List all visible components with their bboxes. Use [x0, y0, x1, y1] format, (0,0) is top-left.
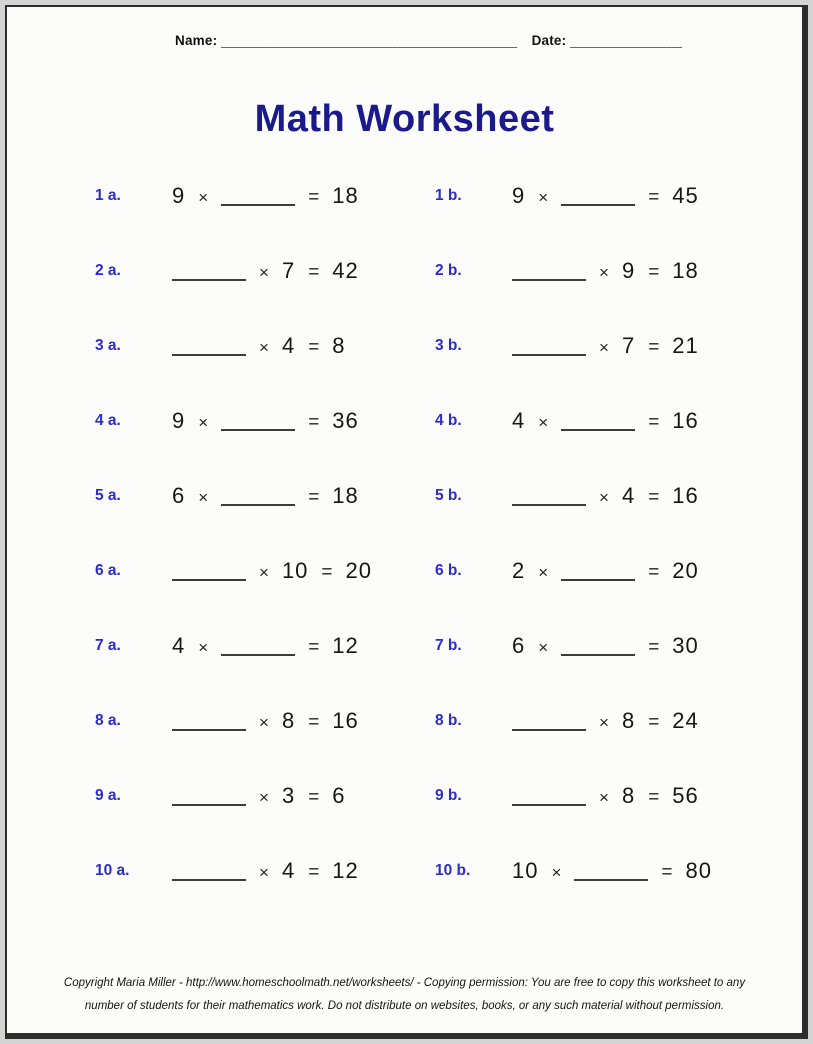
equals-sign: =: [648, 711, 660, 733]
factor-2: 7: [281, 257, 296, 283]
problem: [95, 233, 435, 308]
product: 42: [332, 257, 359, 283]
problem: [435, 608, 775, 683]
product: 16: [672, 482, 699, 508]
answer-blank: [172, 354, 246, 356]
problem-expression: [512, 483, 699, 509]
problem-number: 9 b.: [435, 786, 462, 804]
problem-number: 4 a.: [95, 411, 121, 429]
product: 18: [672, 257, 699, 283]
problem: [435, 233, 775, 308]
problem-expression: [512, 858, 712, 884]
factor-1: 9: [172, 182, 186, 208]
multiplication-sign: ×: [259, 562, 269, 582]
factor-1: 9: [172, 407, 186, 433]
product: 6: [332, 782, 346, 808]
copyright-line-1: Copyright Maria Miller - http://www.homeschoolmath.net/worksheets/ - Copying permission: You are free to copy this worksheet to any: [63, 977, 746, 990]
product: 18: [332, 182, 359, 208]
product: 24: [672, 707, 699, 733]
problem-number: 5 a.: [95, 486, 121, 504]
problem: [435, 158, 775, 233]
product: 80: [685, 857, 713, 883]
problem: [95, 158, 435, 233]
problem: [435, 833, 775, 908]
problem: [95, 833, 435, 908]
problem-expression: [172, 783, 346, 809]
answer-blank: [221, 654, 295, 656]
name-label: Name:: [175, 33, 218, 48]
multiplication-sign: ×: [259, 862, 269, 882]
product: 21: [672, 332, 699, 358]
product: 8: [332, 332, 346, 358]
multiplication-sign: ×: [599, 487, 609, 507]
answer-blank: [561, 429, 635, 431]
factor-1: 6: [172, 482, 186, 508]
problem: [95, 383, 435, 458]
product: 56: [672, 782, 699, 808]
problem-number: 7 b.: [435, 636, 462, 654]
date-label: Date:: [531, 33, 567, 48]
factor-2: 9: [621, 257, 636, 283]
product: 45: [672, 182, 699, 208]
answer-blank: [221, 204, 295, 206]
problem: [435, 308, 775, 383]
factor-2: 8: [621, 782, 636, 808]
factor-1: 4: [512, 407, 526, 433]
problem: [95, 758, 435, 833]
factor-1: 6: [512, 632, 526, 658]
multiplication-sign: ×: [259, 262, 269, 282]
problem-expression: [512, 558, 699, 584]
answer-blank: [512, 804, 586, 806]
problem-expression: [172, 333, 346, 359]
factor-2: 4: [281, 857, 296, 883]
equals-sign: =: [308, 186, 320, 208]
answer-blank: [574, 879, 648, 881]
product: 36: [332, 407, 359, 433]
answer-blank: [172, 879, 246, 881]
problem-expression: [172, 408, 359, 434]
problem-number: 2 a.: [95, 261, 121, 279]
multiplication-sign: ×: [599, 262, 609, 282]
equals-sign: =: [308, 861, 320, 883]
problem: [95, 683, 435, 758]
problem-expression: [512, 183, 699, 209]
problem-number: 6 a.: [95, 561, 121, 579]
problem-expression: [172, 708, 359, 734]
equals-sign: =: [648, 786, 660, 808]
problem-number: 2 b.: [435, 261, 462, 279]
problem-number: 10 a.: [95, 861, 130, 879]
equals-sign: =: [661, 861, 673, 883]
multiplication-sign: ×: [538, 187, 549, 207]
worksheet-title: Math Worksheet: [254, 98, 555, 140]
problem: [435, 758, 775, 833]
problem-expression: [512, 783, 699, 809]
factor-2: 8: [621, 707, 636, 733]
worksheet-page: [5, 5, 808, 1039]
problem-number: 1 b.: [435, 186, 462, 204]
problem-number: 5 b.: [435, 486, 462, 504]
multiplication-sign: ×: [259, 787, 269, 807]
equals-sign: =: [321, 561, 333, 583]
factor-1: 2: [512, 557, 526, 583]
answer-blank: [221, 429, 295, 431]
answer-blank: [561, 654, 635, 656]
equals-sign: =: [308, 636, 320, 658]
name-blank-line: _____________________________________: [221, 33, 518, 48]
answer-blank: [512, 354, 586, 356]
answer-blank: [512, 729, 586, 731]
problem-expression: [512, 708, 699, 734]
problem-expression: [172, 858, 359, 884]
answer-blank: [172, 804, 246, 806]
factor-1: 9: [512, 182, 526, 208]
problem-number: 10 b.: [435, 861, 471, 879]
problem: [435, 383, 775, 458]
multiplication-sign: ×: [259, 712, 269, 732]
problem-number: 3 b.: [435, 336, 462, 354]
answer-blank: [172, 279, 246, 281]
problem-number: 6 b.: [435, 561, 462, 579]
copyright-footer: [7, 972, 802, 1033]
copyright-line-2: number of students for their mathematics work. Do not distribute on websites, books, or any such material without permission.: [84, 999, 725, 1012]
answer-blank: [172, 579, 246, 581]
factor-2: 7: [621, 332, 636, 358]
problem-number: 9 a.: [95, 786, 121, 804]
equals-sign: =: [648, 486, 660, 508]
factor-1: 10: [512, 857, 539, 883]
multiplication-sign: ×: [198, 412, 209, 432]
problem-expression: [172, 483, 359, 509]
answer-blank: [561, 204, 635, 206]
product: 18: [332, 482, 359, 508]
problem: [95, 608, 435, 683]
product: 12: [332, 857, 359, 883]
problem-expression: [512, 408, 699, 434]
problem: [95, 533, 435, 608]
problem-number: 4 b.: [435, 411, 462, 429]
multiplication-sign: ×: [259, 337, 269, 357]
answer-blank: [561, 579, 635, 581]
equals-sign: =: [308, 411, 320, 433]
equals-sign: =: [648, 561, 660, 583]
factor-2: 4: [621, 482, 636, 508]
product: 12: [332, 632, 359, 658]
equals-sign: =: [308, 486, 320, 508]
answer-blank: [512, 279, 586, 281]
date-blank-line: ______________: [570, 33, 683, 48]
problem: [435, 533, 775, 608]
equals-sign: =: [308, 336, 320, 358]
equals-sign: =: [308, 786, 320, 808]
multiplication-sign: ×: [198, 187, 209, 207]
problem-number: 1 a.: [95, 186, 121, 204]
problem-number: 8 b.: [435, 711, 462, 729]
problem-expression: [512, 258, 699, 284]
multiplication-sign: ×: [599, 337, 609, 357]
equals-sign: =: [648, 411, 660, 433]
problem-expression: [172, 258, 359, 284]
factor-2: 4: [281, 332, 296, 358]
equals-sign: =: [648, 186, 660, 208]
problem-expression: [172, 558, 372, 584]
multiplication-sign: ×: [538, 562, 549, 582]
problem: [95, 458, 435, 533]
answer-blank: [221, 504, 295, 506]
product: 30: [672, 632, 699, 658]
factor-2: 8: [281, 707, 296, 733]
problem-expression: [172, 183, 359, 209]
product: 20: [672, 557, 699, 583]
problem: [435, 683, 775, 758]
multiplication-sign: ×: [551, 862, 562, 882]
answer-blank: [512, 504, 586, 506]
problem-number: 7 a.: [95, 636, 121, 654]
equals-sign: =: [648, 636, 660, 658]
problem-number: 8 a.: [95, 711, 121, 729]
multiplication-sign: ×: [599, 712, 609, 732]
equals-sign: =: [308, 261, 320, 283]
answer-blank: [172, 729, 246, 731]
problem-expression: [512, 333, 699, 359]
problem-expression: [172, 633, 359, 659]
name-date-header: [7, 33, 802, 48]
multiplication-sign: ×: [599, 787, 609, 807]
multiplication-sign: ×: [198, 637, 209, 657]
equals-sign: =: [648, 261, 660, 283]
product: 16: [672, 407, 699, 433]
equals-sign: =: [308, 711, 320, 733]
multiplication-sign: ×: [538, 637, 549, 657]
problem: [435, 458, 775, 533]
problems-grid: [7, 158, 802, 908]
product: 16: [332, 707, 359, 733]
problem-number: 3 a.: [95, 336, 121, 354]
multiplication-sign: ×: [198, 487, 209, 507]
factor-2: 3: [281, 782, 296, 808]
equals-sign: =: [648, 336, 660, 358]
problem: [95, 308, 435, 383]
product: 20: [345, 557, 373, 583]
multiplication-sign: ×: [538, 412, 549, 432]
factor-2: 10: [281, 557, 309, 583]
factor-1: 4: [172, 632, 186, 658]
problem-expression: [512, 633, 699, 659]
